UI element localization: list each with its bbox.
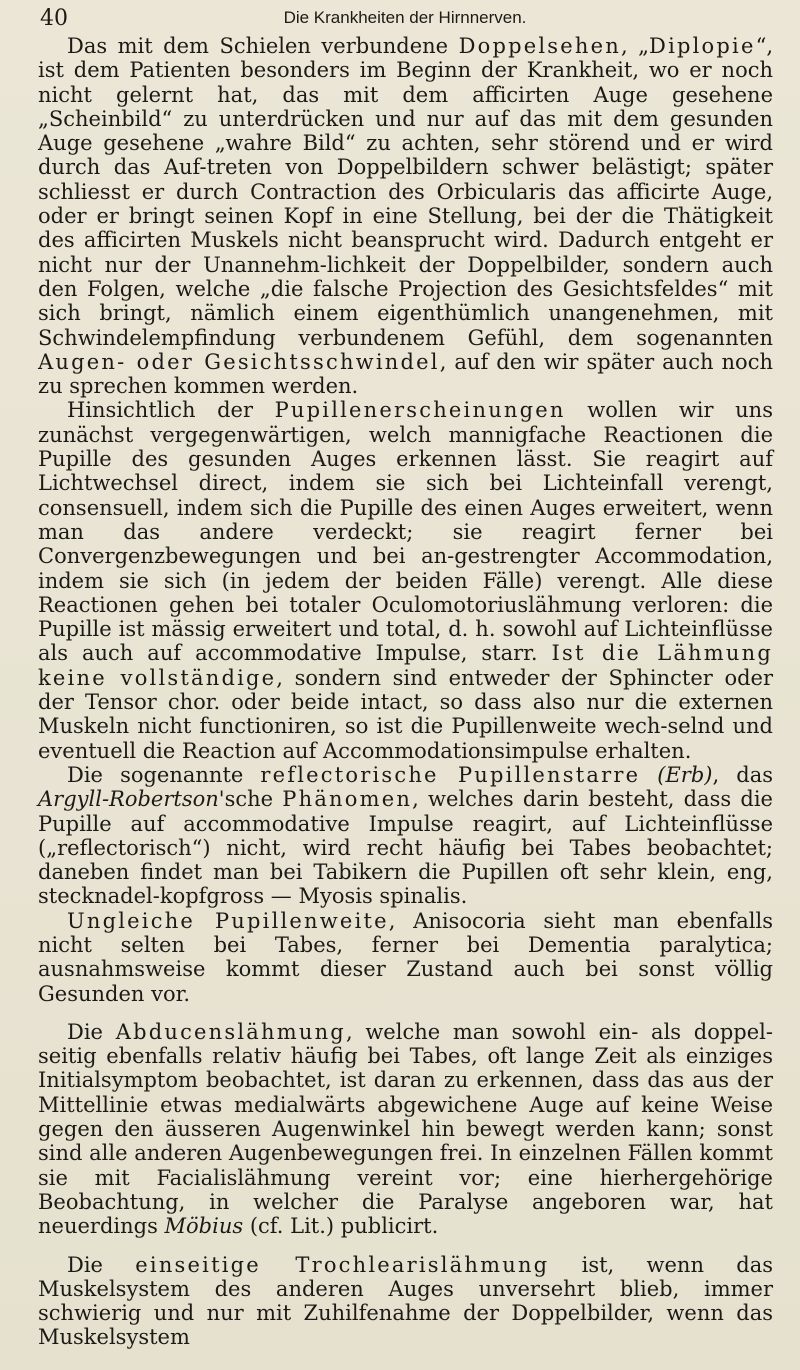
text-run: , „ xyxy=(620,34,650,58)
text-run: Die xyxy=(67,1252,136,1277)
italic-name: Möbius xyxy=(164,1214,244,1239)
paragraph xyxy=(38,398,773,762)
spaced-term: Diplopie xyxy=(649,34,756,58)
italic-name: Argyll-Robertson xyxy=(38,787,219,812)
spaced-term: Ungleiche Pupillenweite xyxy=(67,908,389,933)
text-run: Hinsichtlich der xyxy=(67,398,275,423)
spaced-term: Augen- oder Gesichtsschwindel xyxy=(38,349,440,374)
paragraph xyxy=(38,763,773,909)
paragraph xyxy=(38,1020,773,1239)
paragraph xyxy=(38,1253,773,1350)
running-head: Die Krankheiten der Hirnnerven. xyxy=(283,8,527,27)
text-run: , das xyxy=(712,762,773,787)
text-run: , Anisocoria sieht man ebenfalls nicht selten bei Tabes, ferner bei Dementia paralytica; ausnahmsweise kommt dieser Zustand auch bei sonst völlig Gesunden vor. xyxy=(38,908,773,1006)
paragraph xyxy=(38,34,773,398)
body-text xyxy=(38,34,773,1350)
text-run: , auf den wir später auch noch zu sprechen kommen werden. xyxy=(38,349,773,399)
spaced-term: Abducenslähmung xyxy=(115,1019,346,1044)
spaced-term: einseitige Trochlearislähmung xyxy=(135,1252,550,1277)
spaced-term: reflectorische Pupillenstarre xyxy=(260,762,641,787)
paragraph xyxy=(38,909,773,1006)
text-run: , welche man sowohl ein- als doppel-seitig ebenfalls relativ häufig bei Tabes, oft lange Zeit als einziges Initialsymptom beobachtet, ist daran zu erkennen, dass das aus der Mittellinie etwas medialwärts abgewichene Auge auf keine Weise gegen den äusseren Augenwinkel hin bewegt werden kann; sonst sind alle anderen Augenbewegungen frei. In einzelnen Fällen kommt sie mit Facialislähmung vereint vor; eine hierhergehörige Beobachtung, in welcher die Paralyse angeboren war, hat neuerdings xyxy=(38,1019,773,1239)
text-run: Das mit dem Schielen verbundene xyxy=(67,34,459,58)
text-run: Die sogenannte xyxy=(67,762,261,787)
text-run: Die xyxy=(67,1019,116,1044)
text-run: 'sche xyxy=(218,787,283,812)
text-run: , welches darin besteht, dass die Pupille auf accommodative Impulse reagirt, auf Lichteinflüsse („reflectorisch“) nicht, wird recht häufig bei Tabes beobachtet; daneben findet man bei Tabikern die Pupillen oft sehr klein, eng, stecknadel-kopfgross — Myosis spinalis. xyxy=(38,787,773,909)
spaced-term: Ist die Lähmung keine vollständige xyxy=(38,641,773,690)
page-header xyxy=(40,6,770,32)
spaced-term: Doppelsehen xyxy=(458,34,621,58)
page-number: 40 xyxy=(40,6,68,31)
text-run: (cf. Lit.) publicirt. xyxy=(243,1214,439,1239)
text-run: “, ist dem Patienten besonders im Beginn der Krankheit, wo er noch nicht gelernt hat, das mit dem afficirten Auge gesehene „Scheinbild“ zu unterdrücken und nur auf das mit dem gesunden Auge gesehene „wahre Bild“ zu achten, sehr störend und er wird durch das Auf-treten von Doppelbildern schwer belästigt; später schliesst er durch Contraction des Orbicularis das afficirte Auge, oder er bringt seinen Kopf in eine Stellung, bei der die Thätigkeit des afficirten Muskels nicht beansprucht wird. Dadurch entgeht er nicht nur der Unannehm-lichkeit der Doppelbilder, sondern auch den Folgen, welche „die falsche Projection des Gesichtsfeldes“ mit sich bringt, nämlich einem eigenthümlich unangenehmen, mit Schwindelempfindung verbundenem Gefühl, dem sogenannten xyxy=(38,34,773,350)
text-run: , sondern sind entweder der Sphincter oder der Tensor chor. oder beide intact, so dass also nur die externen Muskeln nicht functioniren, so ist die Pupillenweite wech-selnd und eventuell die Reaction auf Accommodationsimpulse erhalten. xyxy=(38,665,773,763)
italic-name: (Erb) xyxy=(640,762,713,787)
text-run: wollen wir uns zunächst vergegenwärtigen, welch mannigfache Reactionen die Pupille des gesunden Auges erkennen lässt. Sie reagirt auf Lichtwechsel direct, indem sie sich bei Lichteinfall verengt, consensuell, indem sich die Pupille des einen Auges erweitert, wenn man das andere verdeckt; sie reagirt ferner bei Convergenzbewegungen und bei an-gestrengter Accommodation, indem sie sich (in jedem der beiden Fälle) verengt. Alle diese Reactionen gehen bei totaler Oculomotoriuslähmung verloren: die Pupille ist mässig erweitert und total, d. h. sowohl auf Lichteinflüsse als auch auf accommodative Impulse, starr. xyxy=(38,398,773,666)
spaced-term: Phänomen xyxy=(282,787,413,812)
spaced-term: Pupillenerscheinungen xyxy=(274,398,566,423)
text-run: ist, wenn das Muskelsystem des anderen Auges unversehrt blieb, immer schwierig und nur mit Zuhilfenahme der Doppelbilder, wenn das Muskelsystem xyxy=(38,1252,774,1350)
